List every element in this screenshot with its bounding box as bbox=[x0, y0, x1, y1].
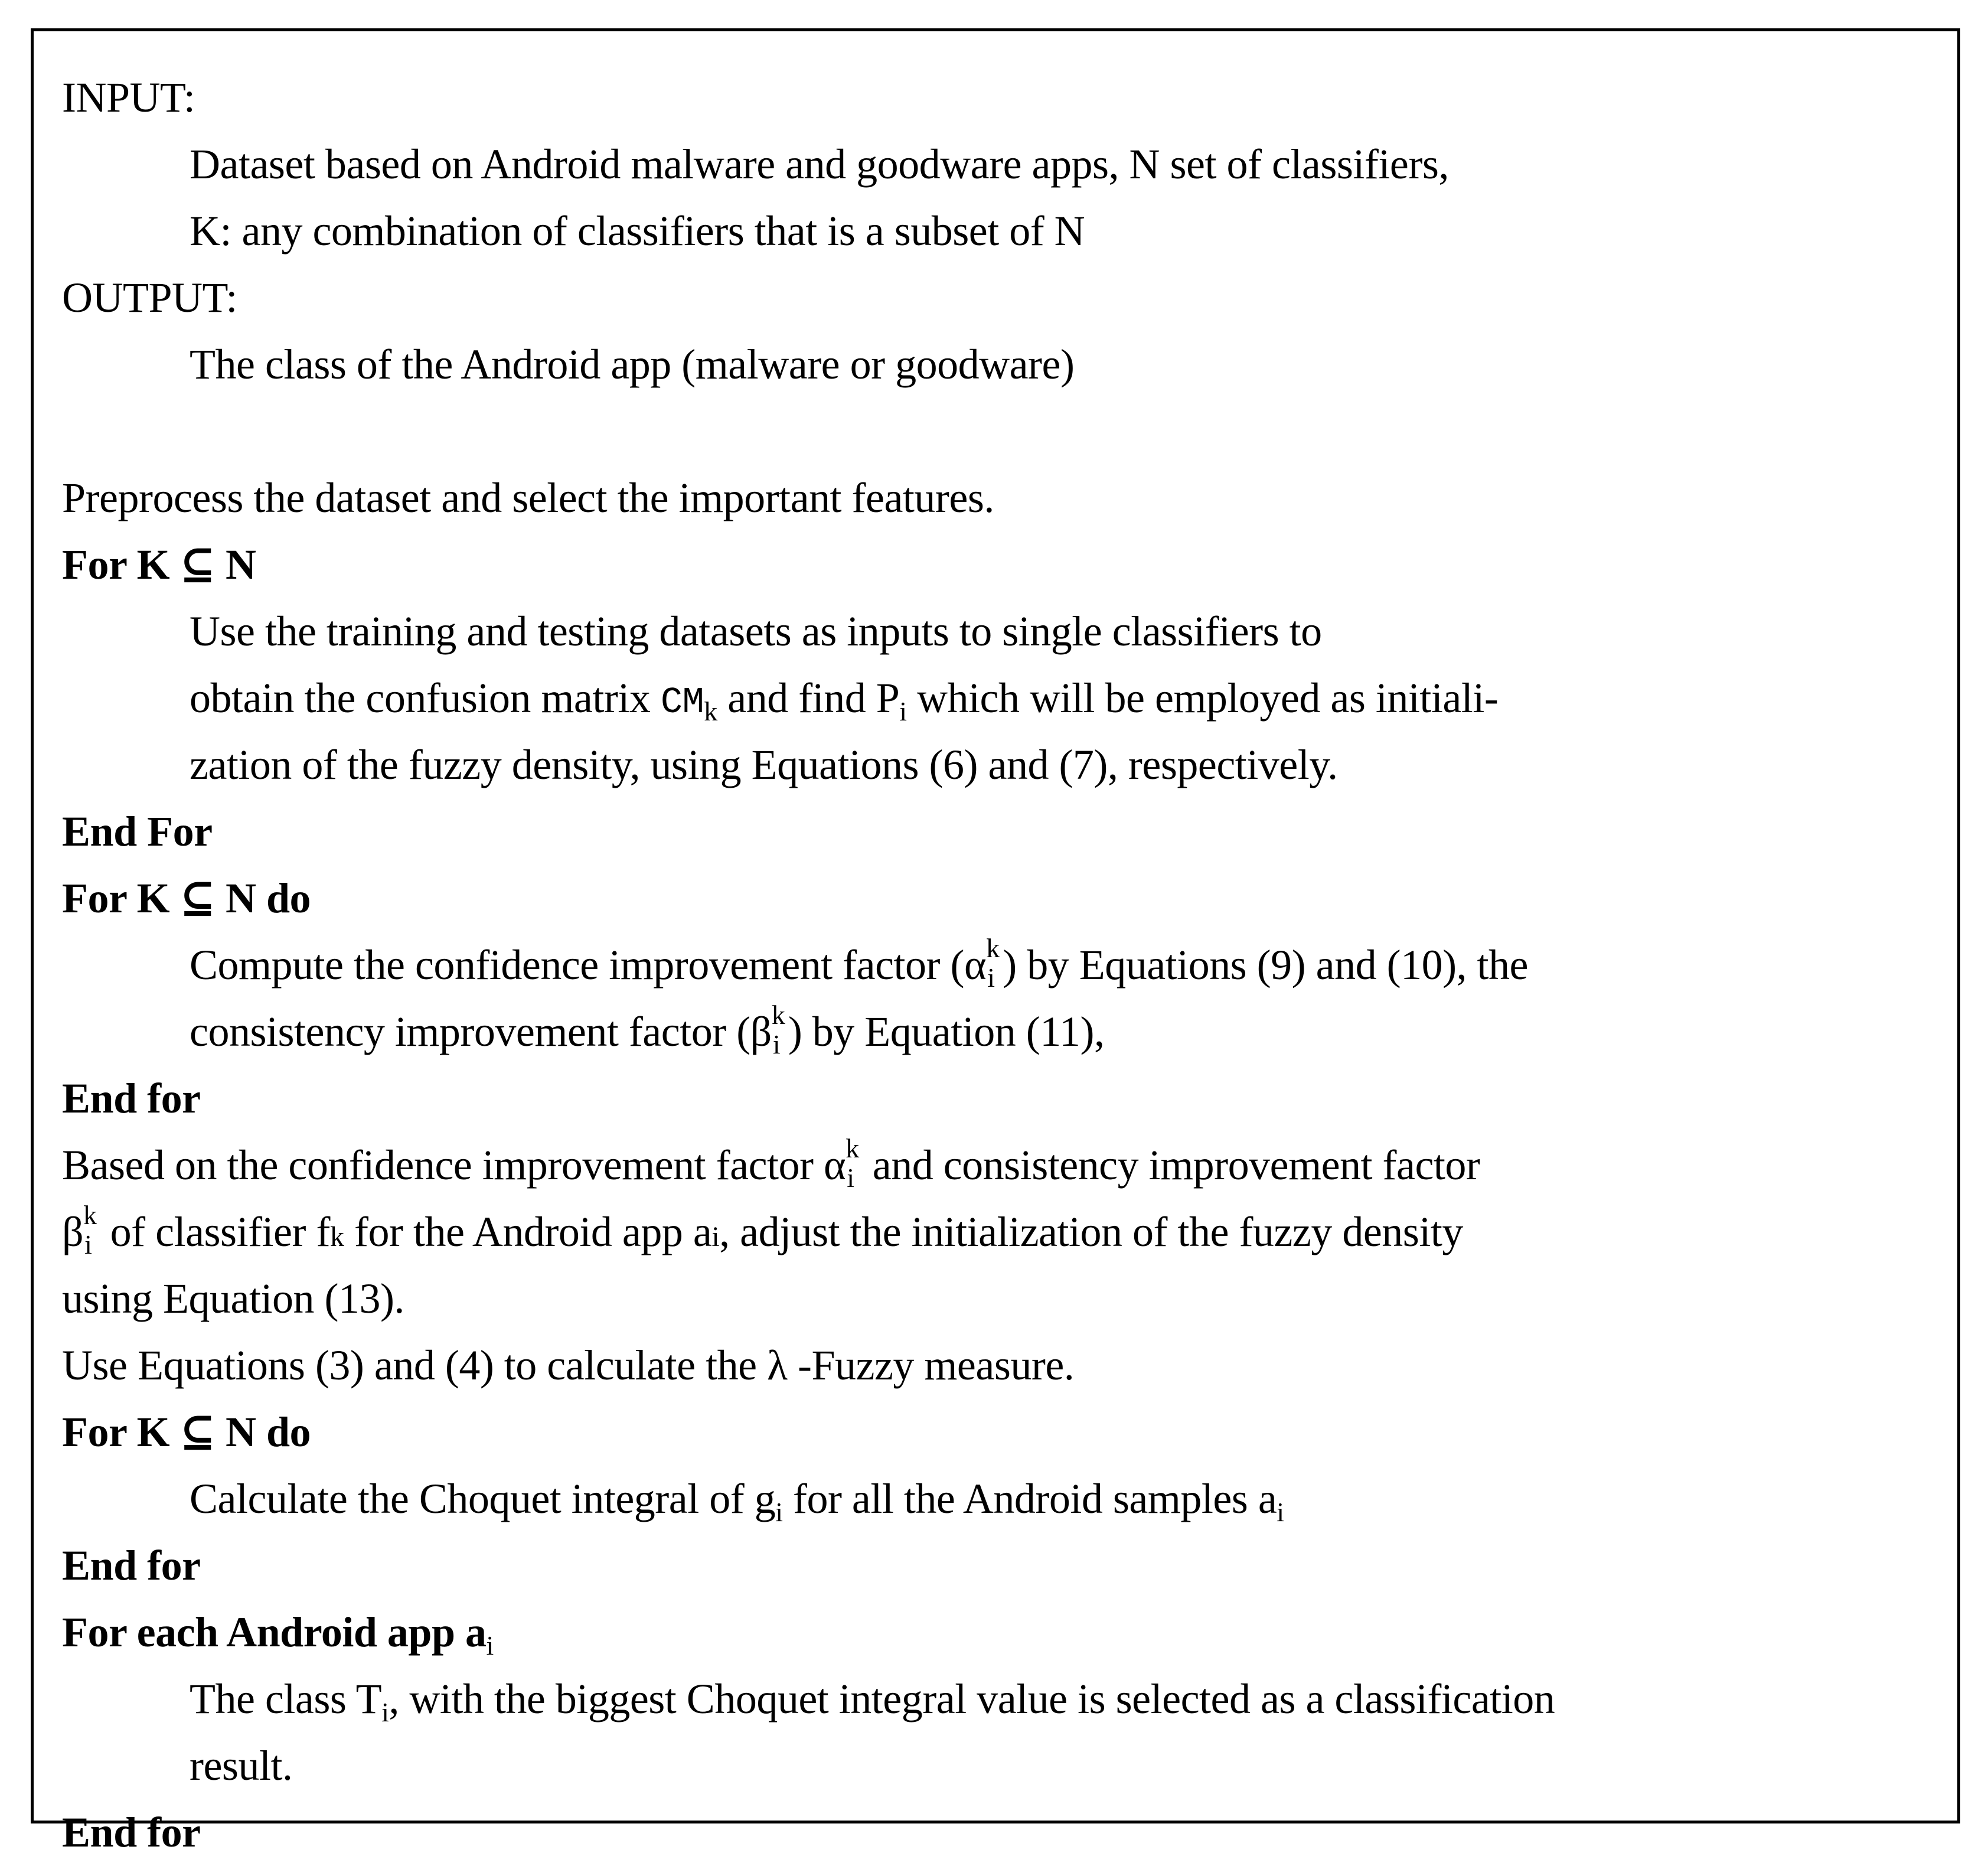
text: , adjust the initialization of the fuzzy density bbox=[719, 1208, 1463, 1255]
superscript: k bbox=[986, 933, 1000, 964]
subscript: i bbox=[772, 1029, 781, 1060]
loop4-body-line-2: result. bbox=[190, 1742, 293, 1789]
t-variable: T bbox=[355, 1675, 382, 1723]
superscript: k bbox=[771, 1000, 785, 1030]
a-variable: a bbox=[693, 1208, 712, 1255]
text: For each Android app bbox=[62, 1609, 465, 1656]
alpha-symbol: α bbox=[824, 1141, 846, 1189]
loop4-body-line-1 bbox=[34, 1666, 1957, 1733]
text: for all the Android samples bbox=[782, 1475, 1258, 1522]
loop2-body-line-1 bbox=[34, 932, 1957, 999]
text: The class bbox=[190, 1675, 356, 1723]
a-subscript: i bbox=[711, 1221, 720, 1252]
cm-subscript: k bbox=[704, 696, 717, 726]
preprocess-step: Preprocess the dataset and select the important features. bbox=[62, 474, 994, 521]
f-subscript: k bbox=[329, 1221, 344, 1252]
text: ) by Equations (9) and (10), the bbox=[1003, 941, 1528, 989]
loop2-header: For K ⊆ N do bbox=[62, 875, 311, 922]
input-line-1: Dataset based on Android malware and goodware apps, N set of classifiers, bbox=[190, 141, 1449, 188]
adjust-line-3: using Equation (13). bbox=[62, 1275, 404, 1322]
loop4-end: End for bbox=[62, 1809, 201, 1856]
algorithm-box bbox=[31, 28, 1960, 1856]
loop3-header: For K ⊆ N do bbox=[62, 1408, 311, 1456]
loop4-header bbox=[34, 1599, 1957, 1666]
text: Compute the confidence improvement factor (α bbox=[190, 941, 987, 989]
beta-indices bbox=[83, 1200, 100, 1260]
loop2-end: End for bbox=[62, 1075, 201, 1122]
loop2-body-line-2 bbox=[34, 999, 1957, 1065]
text: which will be employed as initiali- bbox=[906, 674, 1499, 722]
alpha-indices bbox=[986, 933, 1003, 993]
lambda-measure-step: Use Equations (3) and (4) to calculate the λ -Fuzzy measure. bbox=[62, 1342, 1075, 1389]
text: Based on the confidence improvement factor bbox=[62, 1141, 824, 1189]
adjust-line-1 bbox=[34, 1132, 1957, 1199]
blank-line bbox=[34, 398, 1957, 465]
g-variable: g bbox=[754, 1475, 776, 1522]
loop1-end: End For bbox=[62, 808, 213, 855]
text: of classifier bbox=[100, 1208, 316, 1255]
input-label: INPUT: bbox=[62, 74, 195, 121]
f-variable: f bbox=[316, 1208, 330, 1255]
loop3-body bbox=[34, 1466, 1957, 1532]
t-subscript: i bbox=[381, 1697, 389, 1727]
subscript: i bbox=[847, 1163, 854, 1193]
g-subscript: i bbox=[775, 1497, 783, 1527]
adjust-line-2 bbox=[34, 1199, 1957, 1265]
loop1-body-line-2 bbox=[34, 665, 1957, 732]
text: Calculate the Choquet integral of bbox=[190, 1475, 755, 1522]
superscript: k bbox=[83, 1200, 97, 1231]
beta-symbol: β bbox=[62, 1208, 84, 1255]
a-subscript: i bbox=[486, 1630, 494, 1661]
input-line-2: K: any combination of classifiers that is a subset of N bbox=[190, 207, 1085, 255]
loop1-header: For K ⊆ N bbox=[62, 541, 256, 588]
p-variable: P bbox=[876, 674, 900, 722]
text: consistency improvement factor (β bbox=[190, 1008, 772, 1055]
text: for the Android app bbox=[344, 1208, 693, 1255]
text: obtain the confusion matrix bbox=[190, 674, 661, 722]
text: and consistency improvement factor bbox=[862, 1141, 1480, 1189]
alpha-indices bbox=[846, 1133, 862, 1193]
text: and find bbox=[717, 674, 876, 722]
output-line-1: The class of the Android app (malware or goodware) bbox=[190, 341, 1075, 388]
text: , with the biggest Choquet integral value is selected as a classification bbox=[389, 1675, 1555, 1723]
a-variable: a bbox=[1258, 1475, 1277, 1522]
loop1-body-line-1: Use the training and testing datasets as inputs to single classifiers to bbox=[190, 608, 1322, 655]
beta-indices bbox=[771, 1000, 788, 1060]
output-label: OUTPUT: bbox=[62, 274, 237, 321]
superscript: k bbox=[846, 1133, 859, 1164]
text: ) by Equation (11), bbox=[788, 1008, 1105, 1055]
subscript: i bbox=[84, 1229, 92, 1260]
a-subscript: i bbox=[1277, 1497, 1284, 1527]
cm-variable: CM bbox=[660, 681, 704, 723]
loop1-body-line-3: zation of the fuzzy density, using Equations (6) and (7), respectively. bbox=[190, 741, 1338, 788]
subscript: i bbox=[987, 963, 995, 993]
a-variable: a bbox=[465, 1609, 487, 1656]
p-subscript: i bbox=[899, 696, 907, 726]
algorithm-lines bbox=[34, 64, 1957, 1866]
loop3-end: End for bbox=[62, 1542, 201, 1589]
